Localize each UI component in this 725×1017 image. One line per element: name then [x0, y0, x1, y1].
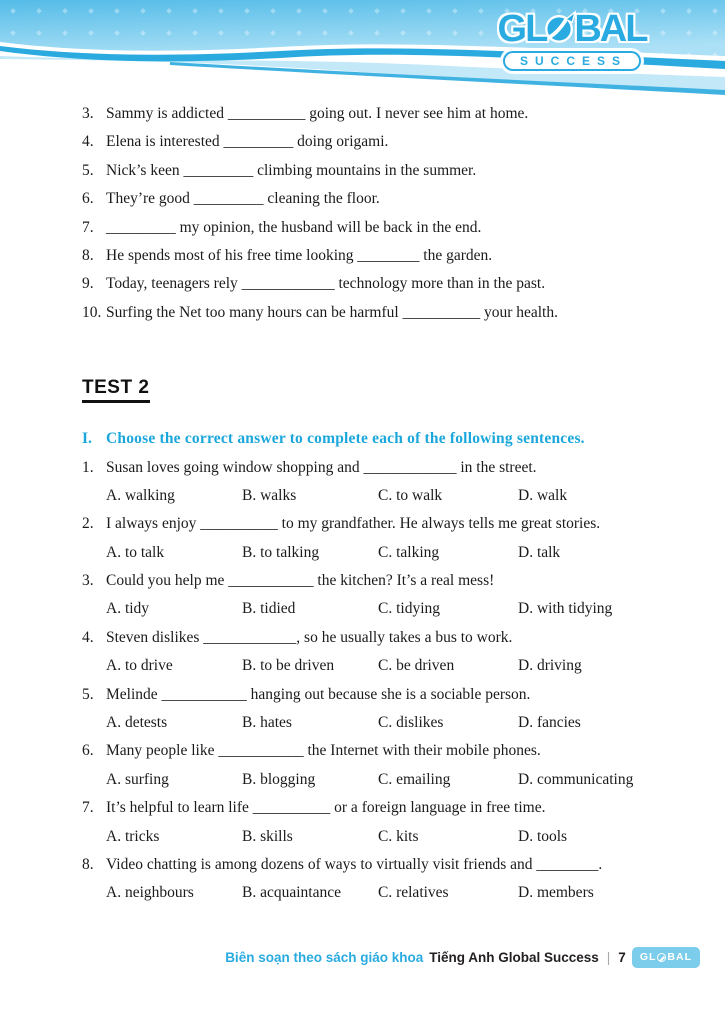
option-d: D. walk	[518, 486, 568, 504]
option-b: B. acquaintance	[242, 884, 341, 902]
option-a: A. tidy	[106, 600, 150, 618]
fill-item	[82, 214, 697, 242]
page-number: 7	[618, 949, 626, 965]
option-a: A. walking	[106, 486, 175, 504]
question-text: I always enjoy __________ to my grandfather. He always tells me great stories.	[106, 515, 601, 533]
item-number: 3.	[82, 105, 94, 122]
item-text: Elena is interested _________ doing origami.	[106, 133, 389, 151]
item-text: They’re good _________ cleaning the floor.	[106, 190, 380, 208]
section-number: I.	[82, 430, 92, 448]
item-number: 5.	[82, 161, 94, 179]
item-number: 7.	[82, 218, 94, 236]
option-c: C. kits	[378, 827, 419, 845]
question-text: Video chatting is among dozens of ways to virtually visit friends and ________.	[106, 855, 603, 873]
logo-success-pill: SUCCESS	[503, 51, 641, 71]
options-row	[106, 482, 697, 510]
question-text: Steven dislikes ____________, so he usually takes a bus to work.	[106, 628, 513, 646]
options-row	[106, 539, 697, 567]
option-b: B. tidied	[242, 600, 296, 618]
option-c: C. dislikes	[378, 714, 444, 732]
option-b: B. hates	[242, 714, 292, 732]
options-row	[106, 879, 697, 907]
item-number: 9.	[82, 275, 94, 293]
option-d: D. driving	[518, 657, 582, 675]
option-c: C. talking	[378, 543, 440, 561]
fill-item	[82, 185, 697, 213]
options-row	[106, 709, 697, 737]
option-d: D. tools	[518, 827, 568, 845]
option-b: B. skills	[242, 827, 293, 845]
page-header	[0, 0, 725, 100]
item-text: Sammy is addicted __________ going out. I never see him at home.	[106, 105, 529, 122]
question-number: 6.	[82, 742, 94, 760]
option-c: C. tidying	[378, 600, 441, 618]
option-c: C. to walk	[378, 486, 443, 504]
option-b: B. to talking	[242, 543, 320, 561]
option-a: A. surfing	[106, 770, 169, 788]
item-text: Today, teenagers rely ____________ technology more than in the past.	[106, 275, 546, 293]
question-text: Susan loves going window shopping and ____________ in the street.	[106, 458, 537, 476]
question-row	[82, 851, 697, 879]
mini-globe-icon	[657, 953, 666, 962]
page-footer	[0, 946, 700, 968]
item-text: Nick’s keen _________ climbing mountains in the summer.	[106, 161, 477, 179]
test2-title: TEST 2	[82, 377, 150, 403]
fill-item	[82, 242, 697, 270]
option-a: A. to drive	[106, 657, 173, 675]
item-text: _________ my opinion, the husband will be back in the end.	[106, 218, 482, 236]
option-d: D. fancies	[518, 714, 581, 732]
footer-credit-vietnamese: Biên soạn theo sách giáo khoa	[225, 949, 424, 965]
fill-item	[82, 100, 697, 128]
item-text: He spends most of his free time looking ________ the garden.	[106, 246, 493, 264]
option-a: A. detests	[106, 714, 168, 732]
footer-divider: |	[606, 949, 611, 965]
option-b: B. blogging	[242, 770, 316, 788]
question-row	[82, 737, 697, 765]
option-d: D. communicating	[518, 770, 634, 788]
question-row	[82, 681, 697, 709]
option-b: B. walks	[242, 486, 297, 504]
question-number: 3.	[82, 572, 94, 590]
question-number: 7.	[82, 799, 94, 817]
worksheet-content	[82, 100, 697, 908]
question-row	[82, 794, 697, 822]
global-success-logo	[486, 10, 658, 71]
options-row	[106, 823, 697, 851]
question-text: Many people like ___________ the Internet with their mobile phones.	[106, 742, 541, 760]
fill-item	[82, 299, 697, 327]
question-number: 2.	[82, 515, 94, 533]
option-a: A. to talk	[106, 543, 165, 561]
question-text: It’s helpful to learn life __________ or a foreign language in free time.	[106, 799, 546, 817]
item-number: 6.	[82, 190, 94, 208]
question-text: Could you help me ___________ the kitchen? It’s a real mess!	[106, 572, 495, 590]
logo-wordmark: GL BAL	[486, 10, 658, 53]
footer-book-title: Tiếng Anh Global Success	[429, 949, 599, 965]
question-row	[82, 454, 697, 482]
option-c: C. emailing	[378, 770, 451, 788]
question-number: 8.	[82, 855, 94, 873]
options-row	[106, 766, 697, 794]
option-c: C. be driven	[378, 657, 455, 675]
globe-icon	[543, 10, 577, 53]
footer-global-badge: GL BAL	[632, 947, 700, 968]
option-d: D. with tidying	[518, 600, 613, 618]
section-title: Choose the correct answer to complete each of the following sentences.	[106, 430, 585, 448]
item-text: Surfing the Net too many hours can be harmful __________ your health.	[106, 303, 558, 321]
fill-item	[82, 128, 697, 156]
option-b: B. to be driven	[242, 657, 335, 675]
fill-item	[82, 157, 697, 185]
question-row	[82, 567, 697, 595]
options-row	[106, 595, 697, 623]
option-c: C. relatives	[378, 884, 449, 902]
question-number: 1.	[82, 458, 94, 476]
options-row	[106, 652, 697, 680]
option-d: D. talk	[518, 543, 561, 561]
question-row	[82, 510, 697, 538]
item-number: 4.	[82, 133, 94, 151]
question-number: 4.	[82, 628, 94, 646]
item-number: 10.	[82, 303, 102, 321]
option-a: A. tricks	[106, 827, 160, 845]
section-heading	[82, 425, 697, 453]
question-number: 5.	[82, 685, 94, 703]
item-number: 8.	[82, 246, 94, 264]
fill-item	[82, 270, 697, 298]
question-row	[82, 624, 697, 652]
question-text: Melinde ___________ hanging out because she is a sociable person.	[106, 685, 531, 703]
option-a: A. neighbours	[106, 884, 194, 902]
option-d: D. members	[518, 884, 594, 902]
